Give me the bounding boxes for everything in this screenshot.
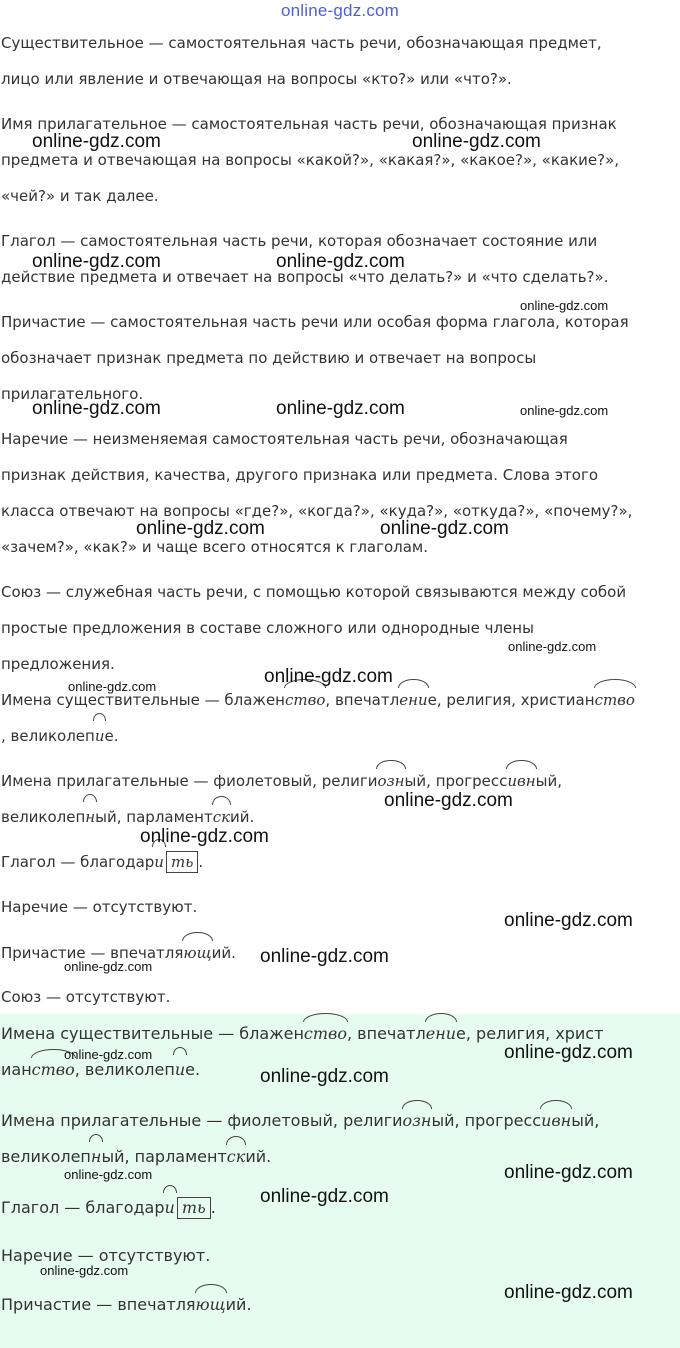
text-line: обозначает признак предмета по действию и отвечает на вопросы — [1, 349, 537, 367]
suffix-mark: и — [165, 1190, 175, 1226]
text-line: Глагол — благодари ть . — [0, 1190, 216, 1226]
answer-verb — [0, 844, 203, 880]
suffix-mark: ивн — [507, 763, 535, 799]
text-line: предложения. — [1, 655, 115, 673]
watermark: online-gdz.com — [276, 251, 405, 272]
text-line: Наречие — отсутствуют. — [1, 898, 198, 916]
watermark: online-gdz.com — [504, 1162, 633, 1183]
suffix-mark: ство — [285, 682, 325, 718]
watermark: online-gdz.com — [504, 1042, 633, 1063]
theory-noun — [0, 25, 602, 97]
watermark: online-gdz.com — [32, 398, 161, 419]
text-line: лицо или явление и отвечающая на вопросы «кто?» или «что?». — [1, 70, 512, 88]
suffix-mark: ство — [595, 682, 635, 718]
text-line: , великолепие. — [0, 718, 635, 754]
theory-adjective — [0, 106, 619, 214]
watermark: online-gdz.com — [508, 639, 597, 654]
watermark: online-gdz.com — [32, 251, 161, 272]
green-participle — [0, 1287, 252, 1323]
text-line: Причастие — впечатляющий. — [0, 1287, 252, 1323]
watermark: online-gdz.com — [260, 1066, 389, 1087]
watermark: online-gdz.com — [384, 790, 513, 811]
watermark: online-gdz.com — [412, 131, 541, 152]
ending-box: ть — [177, 1197, 211, 1219]
text-line: Имена существительные — блаженство, впечатление, религия, христ — [0, 1016, 603, 1052]
watermark: online-gdz.com — [504, 910, 633, 931]
text-line: Причастие — впечатляющий. — [0, 935, 236, 971]
ending-box: ть — [166, 851, 198, 873]
text-line: Наречие — неизменяемая самостоятельная часть речи, обозначающая — [1, 430, 568, 448]
text-line: Глагол — самостоятельная часть речи, которая обозначает состояние или — [1, 232, 598, 250]
suffix-mark: н — [85, 799, 95, 835]
watermark: online-gdz.com — [504, 1282, 633, 1303]
watermark: online-gdz.com — [260, 946, 389, 967]
watermark: online-gdz.com — [276, 398, 405, 419]
watermark: online-gdz.com — [64, 959, 153, 974]
text-line: Наречие — отсутствуют. — [1, 1246, 211, 1265]
suffix-mark: ство — [32, 1052, 75, 1088]
text-line: Союз — отсутствуют. — [1, 988, 171, 1006]
text-line: прилагательного. — [1, 385, 144, 403]
suffix-mark: ство — [304, 1016, 347, 1052]
text-line: Имя прилагательное — самостоятельная часть речи, обозначающая признак — [1, 115, 617, 133]
answer-adverb — [0, 889, 197, 925]
watermark: online-gdz.com — [32, 131, 161, 152]
header-watermark: online-gdz.com — [280, 1, 400, 20]
text-line: действие предмета и отвечает на вопросы «что делать?» и «что сделать?». — [1, 268, 609, 286]
text-line: «зачем?», «как?» и чаще всего относятся к глаголам. — [1, 538, 429, 556]
text-line: класса отвечают на вопросы «где?», «когда?», «куда?», «откуда?», «почему?», — [1, 502, 633, 520]
watermark: online-gdz.com — [140, 826, 269, 847]
watermark: online-gdz.com — [260, 1186, 389, 1207]
suffix-mark: ивн — [541, 1103, 571, 1139]
watermark: online-gdz.com — [136, 518, 265, 539]
watermark: online-gdz.com — [264, 666, 393, 687]
theory-adverb — [0, 421, 632, 565]
text-line: Союз — служебная часть речи, с помощью которой связываются между собой — [1, 583, 627, 601]
text-line: Имена прилагательные — фиолетовый, религиозный, прогрессивный, — [0, 1103, 599, 1139]
suffix-mark: ени — [399, 682, 427, 718]
text-line: «чей?» и так далее. — [1, 187, 159, 205]
suffix-mark: ющ — [183, 935, 211, 971]
text-line: Имена прилагательные — фиолетовый, религиозный, прогрессивный, — [0, 763, 562, 799]
answer-conjunction — [0, 979, 170, 1015]
text-line: Глагол — благодари ть . — [0, 844, 203, 880]
watermark: online-gdz.com — [64, 1167, 153, 1182]
watermark: online-gdz.com — [40, 1263, 129, 1278]
suffix-mark: н — [91, 1139, 102, 1175]
suffix-mark: ени — [426, 1016, 456, 1052]
text-line: Причастие — самостоятельная часть речи или особая форма глагола, которая — [1, 313, 629, 331]
watermark: online-gdz.com — [520, 298, 609, 313]
suffix-mark: и — [175, 1052, 185, 1088]
suffix-mark: ск — [213, 799, 230, 835]
text-line: Существительное — самостоятельная часть речи, обозначающая предмет, — [1, 34, 602, 52]
text-line: великолепный, парламентский. — [0, 799, 562, 835]
watermark: online-gdz.com — [380, 518, 509, 539]
text-line: признак действия, качества, другого признака или предмета. Слова этого — [1, 466, 599, 484]
watermark: online-gdz.com — [68, 679, 157, 694]
suffix-mark: ющ — [196, 1287, 226, 1323]
watermark: online-gdz.com — [64, 1047, 153, 1062]
text-line: великолепный, парламентский. — [0, 1139, 599, 1175]
watermark: online-gdz.com — [520, 403, 609, 418]
theory-participle — [0, 304, 629, 412]
text-line: Имена существительные — блаженство, впечатление, религия, христианство — [0, 682, 635, 718]
text-line: простые предложения в составе сложного или однородные члены — [1, 619, 534, 637]
text-line: предмета и отвечающая на вопросы «какой?», «какая?», «какое?», «какие?», — [1, 151, 620, 169]
suffix-mark: озн — [377, 763, 404, 799]
suffix-mark: и — [154, 844, 164, 880]
suffix-mark: ск — [227, 1139, 246, 1175]
green-verb — [0, 1190, 216, 1226]
text-line: ианство, великолепие. — [0, 1052, 603, 1088]
suffix-mark: и — [95, 718, 105, 754]
suffix-mark: озн — [403, 1103, 432, 1139]
